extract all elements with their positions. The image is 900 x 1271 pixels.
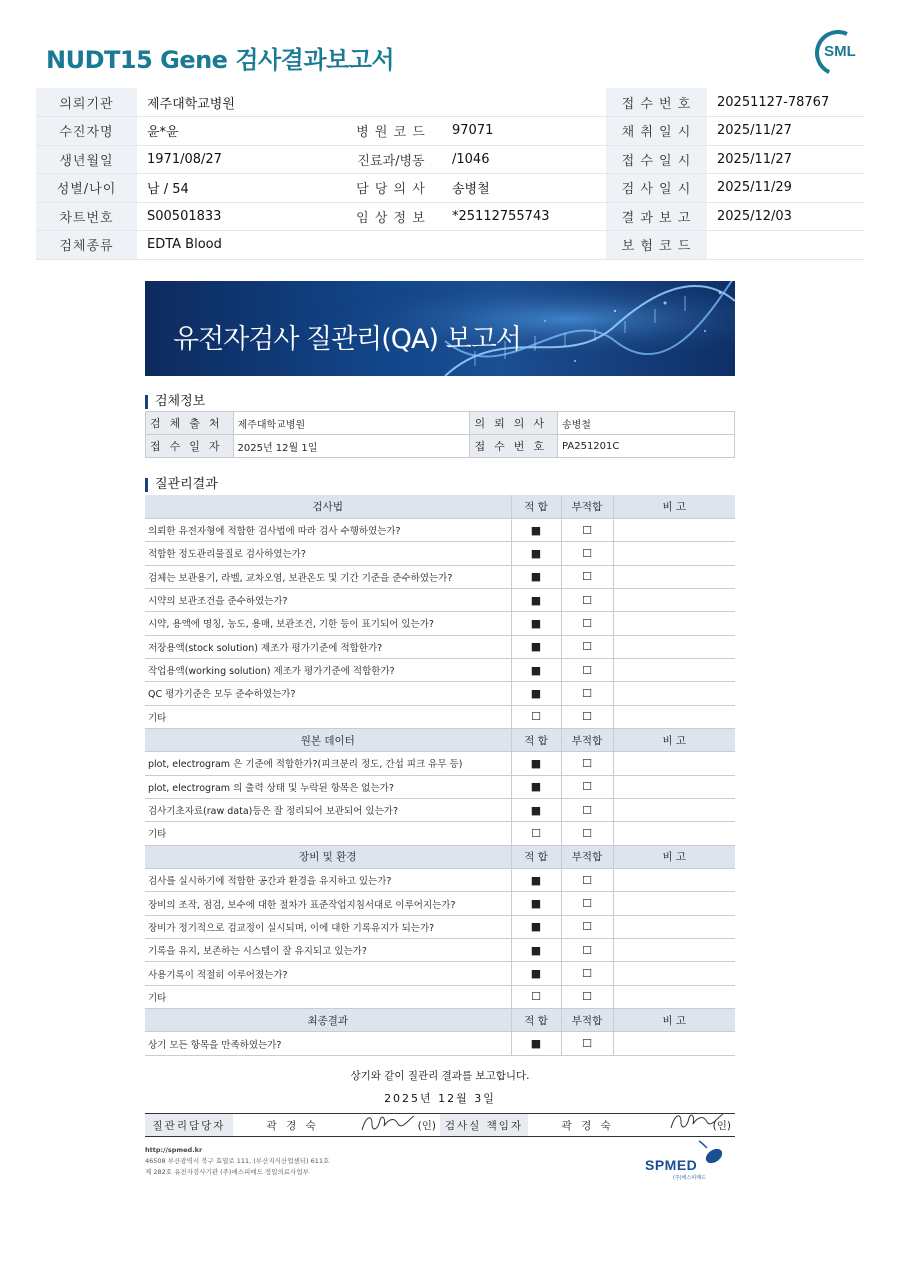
spmed-logo-sub: (주)에스피메드 xyxy=(673,1175,706,1181)
fail-unchecked-box-icon: ☐ xyxy=(561,635,613,658)
label-specimen-type: 검체종류 xyxy=(36,231,137,260)
pass-unchecked-box-icon: ☐ xyxy=(511,985,561,1008)
label-doctor: 담 당 의 사 xyxy=(340,174,442,203)
value-receipt-date-qa: 2025년 12월 1일 xyxy=(233,435,470,458)
qa-item-row xyxy=(145,985,735,1008)
qa-item-note xyxy=(613,542,735,565)
col-pass-header: 적 합 xyxy=(511,495,561,518)
label-dept: 진료과/병동 xyxy=(340,145,442,174)
qa-item-row xyxy=(145,1032,735,1055)
qa-item-note xyxy=(613,822,735,845)
pass-unchecked-box-icon: ☐ xyxy=(511,705,561,728)
pass-checked-box-icon: ■ xyxy=(511,1032,561,1055)
qa-item-note xyxy=(613,612,735,635)
section-header-label: 장비 및 환경 xyxy=(145,845,511,868)
pass-unchecked-box-icon: ☐ xyxy=(511,822,561,845)
fail-unchecked-box-icon: ☐ xyxy=(561,658,613,681)
footer xyxy=(145,1145,329,1178)
qa-item-row xyxy=(145,752,735,775)
col-fail-header: 부적합 xyxy=(561,845,613,868)
qa-item-question: 기타 xyxy=(145,822,511,845)
qa-item-question: QC 평가기준은 모두 준수하였는가? xyxy=(145,682,511,705)
value-requester: 송병철 xyxy=(557,412,734,435)
qa-item-question: 장비가 정기적으로 검교정이 실시되며, 이에 대한 기록유지가 되는가? xyxy=(145,915,511,938)
pass-checked-box-icon: ■ xyxy=(511,798,561,821)
col-note-header: 비 고 xyxy=(613,728,735,751)
value-lab-head: 곽 경 숙 xyxy=(528,1114,648,1137)
qa-item-row xyxy=(145,892,735,915)
pass-checked-box-icon: ■ xyxy=(511,892,561,915)
label-birth: 생년월일 xyxy=(36,145,137,174)
lab-head-seal-text: (인) xyxy=(712,1119,731,1132)
pass-checked-box-icon: ■ xyxy=(511,775,561,798)
label-receipt-no-qa: 접수번호 xyxy=(470,435,558,458)
col-fail-header: 부적합 xyxy=(561,495,613,518)
pass-checked-box-icon: ■ xyxy=(511,542,561,565)
qa-item-note xyxy=(613,518,735,541)
fail-unchecked-box-icon: ☐ xyxy=(561,682,613,705)
qa-item-note xyxy=(613,565,735,588)
pass-checked-box-icon: ■ xyxy=(511,612,561,635)
qa-item-row xyxy=(145,635,735,658)
value-origin: 제주대학교병원 xyxy=(233,412,470,435)
value-collector: 윤*윤 xyxy=(137,117,340,146)
qa-item-note xyxy=(613,1032,735,1055)
qa-item-row xyxy=(145,612,735,635)
label-collect-date: 채 취 일 시 xyxy=(606,117,707,146)
col-note-header: 비 고 xyxy=(613,845,735,868)
label-insurance-code: 보 험 코 드 xyxy=(606,231,707,260)
fail-unchecked-box-icon: ☐ xyxy=(561,985,613,1008)
patient-info-table xyxy=(36,88,864,260)
spmed-logo-text: SPMED xyxy=(645,1157,698,1173)
col-note-header: 비 고 xyxy=(613,495,735,518)
qa-item-question: plot, electrogram 은 기준에 적합한가?(피크분리 정도, 간섭 피크 유무 등) xyxy=(145,752,511,775)
qa-item-note xyxy=(613,962,735,985)
value-qa-manager: 곽 경 숙 xyxy=(233,1114,353,1137)
qa-item-row xyxy=(145,869,735,892)
footer-url: http://spmed.kr xyxy=(145,1146,203,1154)
fail-unchecked-box-icon: ☐ xyxy=(561,612,613,635)
label-clinical: 임 상 정 보 xyxy=(340,202,442,231)
pass-checked-box-icon: ■ xyxy=(511,962,561,985)
qa-item-question: 저장용액(stock solution) 제조가 평가기준에 적합한가? xyxy=(145,635,511,658)
qa-item-question: 검사를 실시하기에 적합한 공간과 환경을 유지하고 있는가? xyxy=(145,869,511,892)
value-collect-date: 2025/11/27 xyxy=(707,117,864,146)
fail-unchecked-box-icon: ☐ xyxy=(561,565,613,588)
closing-statement: 상기와 같이 질관리 결과를 보고합니다. xyxy=(350,1070,530,1082)
qa-item-row xyxy=(145,822,735,845)
pass-checked-box-icon: ■ xyxy=(511,869,561,892)
col-note-header: 비 고 xyxy=(613,1009,735,1032)
label-origin: 검체출처 xyxy=(146,412,234,435)
qa-manager-seal xyxy=(352,1114,440,1137)
pass-checked-box-icon: ■ xyxy=(511,635,561,658)
qa-item-note xyxy=(613,705,735,728)
fail-unchecked-box-icon: ☐ xyxy=(561,915,613,938)
value-receipt-date: 2025/11/27 xyxy=(707,145,864,174)
label-sex-age: 성별/나이 xyxy=(36,174,137,203)
pass-checked-box-icon: ■ xyxy=(511,682,561,705)
value-chart: S00501833 xyxy=(137,202,340,231)
qa-item-row xyxy=(145,915,735,938)
fail-unchecked-box-icon: ☐ xyxy=(561,518,613,541)
qa-item-note xyxy=(613,985,735,1008)
specimen-section-title: 검체정보 xyxy=(145,395,205,409)
qa-item-note xyxy=(613,775,735,798)
footer-address: 46508 부산광역시 북구 효열로 111, (부산지식산업센터) 611호 xyxy=(145,1157,330,1165)
qa-item-question: 시약, 용액에 명칭, 농도, 용매, 보관조건, 기한 등이 표기되어 있는가? xyxy=(145,612,511,635)
qa-item-question: 상기 모든 항목을 만족하였는가? xyxy=(145,1032,511,1055)
fail-unchecked-box-icon: ☐ xyxy=(561,588,613,611)
qa-banner-title: 유전자검사 질관리(QA) 보고서 xyxy=(173,324,521,355)
label-receipt-date-qa: 접수일자 xyxy=(146,435,234,458)
qa-item-note xyxy=(613,798,735,821)
value-hospital-code: 97071 xyxy=(442,117,606,146)
qa-item-row xyxy=(145,962,735,985)
spmed-logo xyxy=(645,1140,731,1182)
label-hospital-code: 병 원 코 드 xyxy=(340,117,442,146)
qa-item-note xyxy=(613,892,735,915)
qa-item-note xyxy=(613,869,735,892)
qa-item-row xyxy=(145,542,735,565)
pass-checked-box-icon: ■ xyxy=(511,752,561,775)
qa-item-question: plot, electrogram 의 출력 상태 및 누락된 항목은 없는가? xyxy=(145,775,511,798)
report-title: NUDT15 Gene 검사결과보고서 xyxy=(46,46,395,74)
qa-section-header xyxy=(145,728,735,751)
pass-checked-box-icon: ■ xyxy=(511,915,561,938)
qa-item-note xyxy=(613,635,735,658)
qa-manager-seal-text: (인) xyxy=(417,1119,436,1132)
qa-result-table xyxy=(145,495,735,1056)
qa-item-question: 시약의 보관조건을 준수하였는가? xyxy=(145,588,511,611)
qa-item-row xyxy=(145,939,735,962)
label-receipt-date: 접 수 일 시 xyxy=(606,145,707,174)
value-report-date: 2025/12/03 xyxy=(707,202,864,231)
value-insurance-code xyxy=(707,231,864,260)
fail-unchecked-box-icon: ☐ xyxy=(561,1032,613,1055)
value-birth: 1971/08/27 xyxy=(137,145,340,174)
fail-unchecked-box-icon: ☐ xyxy=(561,705,613,728)
fail-unchecked-box-icon: ☐ xyxy=(561,892,613,915)
pass-checked-box-icon: ■ xyxy=(511,565,561,588)
value-receipt-no-qa: PA251201C xyxy=(557,435,734,458)
qa-item-question: 검체는 보관용기, 라벨, 교차오염, 보관온도 및 기간 기준을 준수하였는가? xyxy=(145,565,511,588)
label-lab-head: 검사실 책임자 xyxy=(440,1114,528,1137)
pass-checked-box-icon: ■ xyxy=(511,939,561,962)
label-collector: 수진자명 xyxy=(36,117,137,146)
value-doctor: 송병철 xyxy=(442,174,606,203)
qa-item-note xyxy=(613,658,735,681)
qa-item-question: 작업용액(working solution) 제조가 평가기준에 적합한가? xyxy=(145,658,511,681)
lab-head-seal xyxy=(647,1114,735,1137)
fail-unchecked-box-icon: ☐ xyxy=(561,542,613,565)
fail-unchecked-box-icon: ☐ xyxy=(561,822,613,845)
specimen-table xyxy=(145,411,735,458)
qa-item-note xyxy=(613,588,735,611)
label-test-date: 검 사 일 시 xyxy=(606,174,707,203)
qa-banner xyxy=(145,281,735,376)
fail-unchecked-box-icon: ☐ xyxy=(561,752,613,775)
qa-item-question: 기록을 유지, 보존하는 시스템이 잘 유지되고 있는가? xyxy=(145,939,511,962)
closing-date: 2025년 12월 3일 xyxy=(384,1092,496,1105)
value-test-date: 2025/11/29 xyxy=(707,174,864,203)
qa-item-question: 장비의 조작, 점검, 보수에 대한 절차가 표준작업지침서대로 이루어지는가? xyxy=(145,892,511,915)
label-report-date: 결 과 보 고 xyxy=(606,202,707,231)
col-fail-header: 부적합 xyxy=(561,1009,613,1032)
qa-item-question: 적합한 정도관리물질로 검사하였는가? xyxy=(145,542,511,565)
pass-checked-box-icon: ■ xyxy=(511,588,561,611)
qa-item-row xyxy=(145,775,735,798)
qa-item-row xyxy=(145,798,735,821)
value-receipt-no: 20251127-78767 xyxy=(707,88,864,117)
section-header-label: 검사법 xyxy=(145,495,511,518)
fail-unchecked-box-icon: ☐ xyxy=(561,962,613,985)
result-section-title: 질관리결과 xyxy=(145,478,218,492)
col-pass-header: 적 합 xyxy=(511,845,561,868)
value-dept: /1046 xyxy=(442,145,606,174)
fail-unchecked-box-icon: ☐ xyxy=(561,939,613,962)
section-header-label: 원본 데이터 xyxy=(145,728,511,751)
qa-item-question: 기타 xyxy=(145,985,511,1008)
fail-unchecked-box-icon: ☐ xyxy=(561,869,613,892)
col-pass-header: 적 합 xyxy=(511,728,561,751)
fail-unchecked-box-icon: ☐ xyxy=(561,798,613,821)
qa-item-row xyxy=(145,588,735,611)
qa-section-header xyxy=(145,845,735,868)
qa-section-header xyxy=(145,1009,735,1032)
value-specimen-type: EDTA Blood xyxy=(137,231,606,260)
qa-item-question: 검사기초자료(raw data)등은 잘 정리되어 보관되어 있는가? xyxy=(145,798,511,821)
value-institution: 제주대학교병원 xyxy=(137,88,442,117)
qa-item-row xyxy=(145,565,735,588)
qa-item-note xyxy=(613,752,735,775)
qa-item-row xyxy=(145,682,735,705)
qa-item-row xyxy=(145,658,735,681)
qa-item-question: 의뢰한 유전자형에 적합한 검사법에 따라 검사 수행하였는가? xyxy=(145,518,511,541)
value-clinical: *25112755743 xyxy=(442,202,606,231)
mouse-icon xyxy=(697,1140,727,1166)
pass-checked-box-icon: ■ xyxy=(511,658,561,681)
signature-icon xyxy=(667,1108,727,1134)
qa-item-note xyxy=(613,939,735,962)
qa-item-row xyxy=(145,518,735,541)
label-receipt-no: 접 수 번 호 xyxy=(606,88,707,117)
label-chart: 차트번호 xyxy=(36,202,137,231)
sml-logo xyxy=(815,30,863,76)
fail-unchecked-box-icon: ☐ xyxy=(561,775,613,798)
col-pass-header: 적 합 xyxy=(511,1009,561,1032)
section-header-label: 최종결과 xyxy=(145,1009,511,1032)
qa-item-row xyxy=(145,705,735,728)
value-sex-age: 남 / 54 xyxy=(137,174,340,203)
qa-item-note xyxy=(613,682,735,705)
qa-item-question: 사용기록이 적절히 이루어졌는가? xyxy=(145,962,511,985)
qa-item-question: 기타 xyxy=(145,705,511,728)
label-institution: 의뢰기관 xyxy=(36,88,137,117)
label-qa-manager: 질관리담당자 xyxy=(145,1114,233,1137)
logo-text: SML xyxy=(824,43,856,60)
footer-registration: 제 282호 유전자검사기관 (주)에스피메드 정밀의료사업부 xyxy=(145,1168,309,1176)
qa-item-note xyxy=(613,915,735,938)
label-requester: 의뢰의사 xyxy=(470,412,558,435)
signature-icon xyxy=(358,1110,418,1136)
signature-table xyxy=(145,1113,735,1137)
col-fail-header: 부적합 xyxy=(561,728,613,751)
pass-checked-box-icon: ■ xyxy=(511,518,561,541)
qa-section-header xyxy=(145,495,735,518)
